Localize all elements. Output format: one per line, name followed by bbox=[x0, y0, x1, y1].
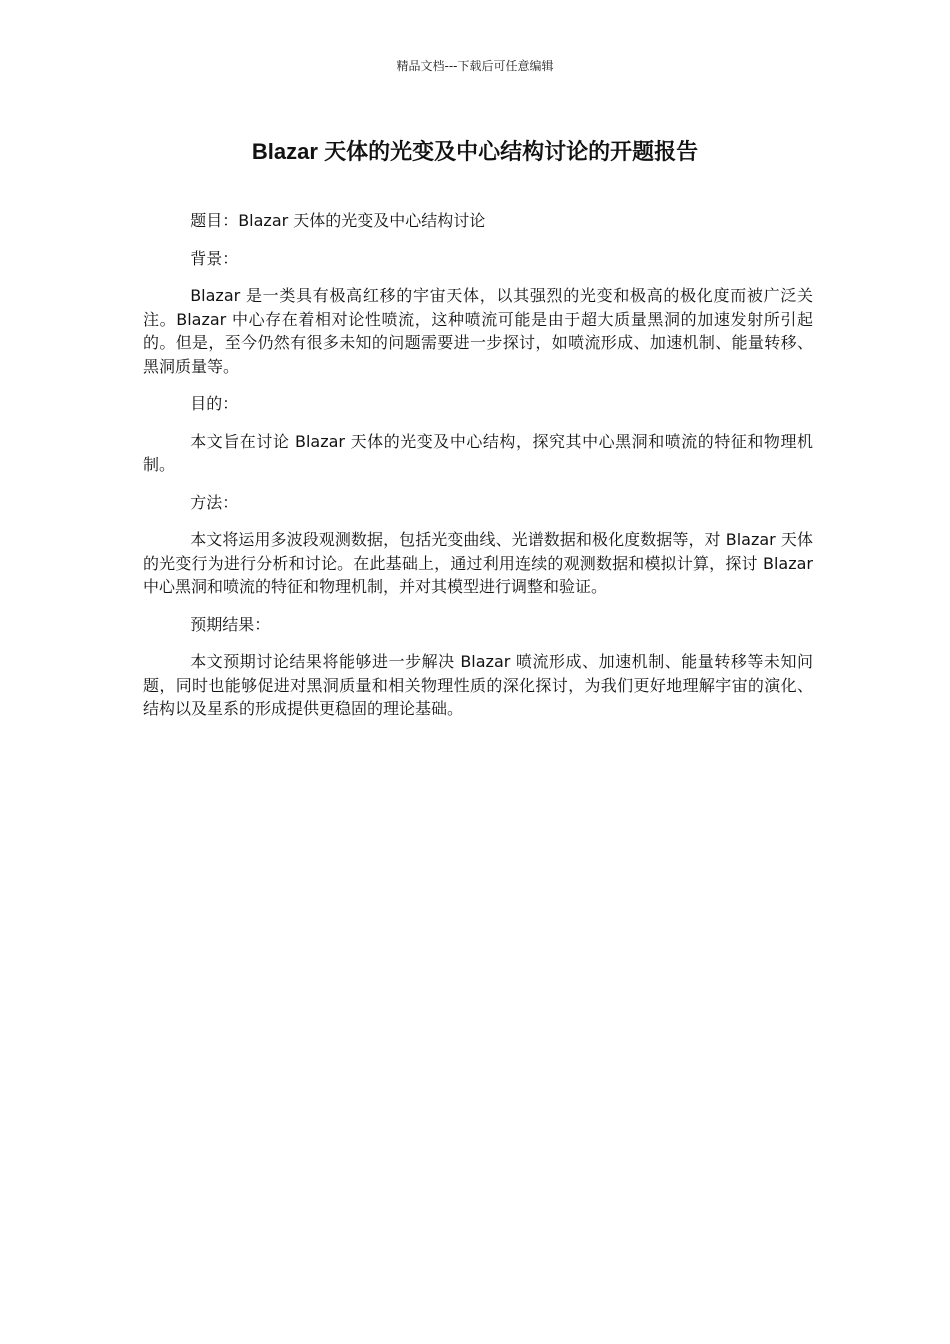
section-heading-purpose: 目的： bbox=[190, 394, 239, 413]
section-heading-method: 方法： bbox=[190, 492, 239, 512]
section-body-purpose: 本文旨在讨论 Blazar 天体的光变及中心结构，探究其中心黑洞和喷流的特征和物理机制。 bbox=[143, 431, 813, 474]
topic-line: 题目：Blazar 天体的光变及中心结构讨论 bbox=[190, 211, 486, 230]
section-body-method: 本文将运用多波段观测数据，包括光变曲线、光谱数据和极化度数据等，对 Blazar 天体的光变行为进行分析和讨论。在此基础上，通过利用连续的观测数据和模拟计算，探讨 Blazar 中心黑洞和喷流的特征和物理机制，并对其模型进行调整和验证。 bbox=[143, 530, 813, 596]
page-header-watermark: 精品文档---下载后可任意编辑 bbox=[396, 59, 554, 73]
section-heading-expected-results: 预期结果： bbox=[190, 614, 271, 634]
section-body-background: Blazar 是一类具有极高红移的宇宙天体，以其强烈的光变和极高的极化度而被广泛关注。Blazar 中心存在着相对论性喷流，这种喷流可能是由于超大质量黑洞的加速发射所引起的。但是，至今仍然有很多未知的问题需要进一步探讨，如喷流形成、加速机制、能量转移、黑洞质量等。 bbox=[143, 286, 813, 376]
document-title: Blazar 天体的光变及中心结构讨论的开题报告 bbox=[251, 139, 699, 164]
section-heading-background: 背景： bbox=[190, 248, 239, 268]
document-body bbox=[143, 209, 813, 735]
section-body-expected-results: 本文预期讨论结果将能够进一步解决 Blazar 喷流形成、加速机制、能量转移等未知问题，同时也能够促进对黑洞质量和相关物理性质的深化探讨，为我们更好地理解宇宙的演化、结构以及星系的形成提供更稳固的理论基础。 bbox=[143, 652, 813, 718]
